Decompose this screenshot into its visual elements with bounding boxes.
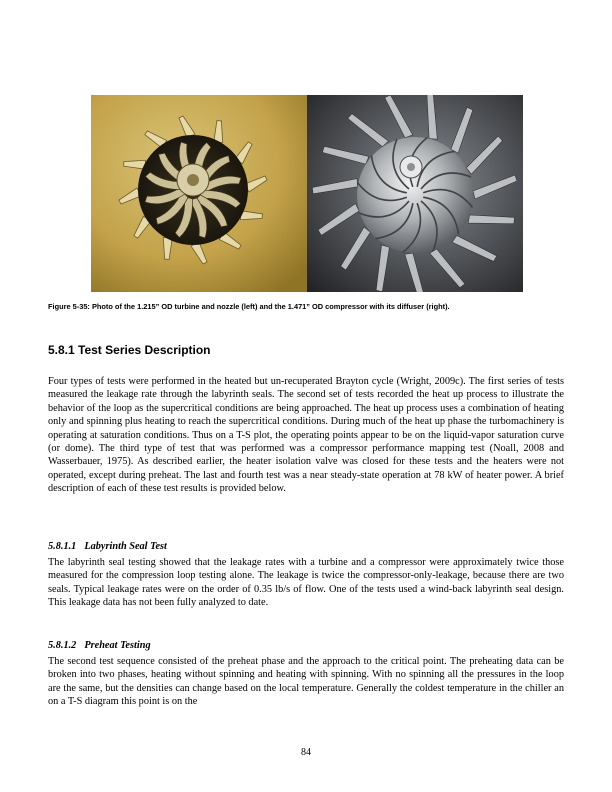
subsection-heading-preheat <box>48 640 151 651</box>
subsection-title: Labyrinth Seal Test <box>84 541 167 552</box>
preheat-paragraph: The second test sequence consisted of the preheat phase and the approach to the critical point. The preheating data can be broken into two phases, heating without spinning and heating with spinning. With no spinning all the pressures in the loop are the same, but the densities can change based on the local temperature. Generally the coldest temperature in the chiller an on a T-S diagram this point is on the <box>48 656 564 708</box>
subsection-title: Preheat Testing <box>84 640 151 651</box>
figure-caption: Figure 5-35: Photo of the 1.215” OD turbine and nozzle (left) and the 1.471” OD compressor with its diffuser (right). <box>48 302 450 311</box>
turbine-photo-image <box>91 95 307 292</box>
subsection-number: 5.8.1.1 <box>48 541 77 552</box>
labyrinth-paragraph: The labyrinth seal testing showed that the leakage rates with a turbine and a compressor were approximately twice those measured for the compression loop testing alone. The leakage is twice the compressor-only-leakage, because there are two seals. Typical leakage rates were on the order of 0.35 lb/s of flow. One of the tests used a wind-back labyrinth seal design. This leakage data has not been fully analyzed to date. <box>48 557 564 609</box>
intro-paragraph: Four types of tests were performed in the heated but un-recuperated Brayton cycle (Wright, 2009c). The first series of tests measured the leakage rate through the labyrinth seals. The second set of tests recorded the heat up process to illustrate the behavior of the loop as the supercritical conditions are being approached. The heat up process uses a combination of heating only and spinning plus heating to reach the supercritical conditions. During much of the heat up phase the turbomachinery is operating at saturation conditions. Thus on a T-S plot, the operating points appear to be on the liquid-vapor saturation curve (or dome). The third type of test that was performed was a compressor performance mapping test (Noall, 2008 and Wasserbauer, 1975). As described earlier, the heater isolation valve was closed for these tests and the heaters were not operated, except during preheat. The last and fourth test was a near steady-state operation at 78 kW of heater power. A brief description of each of these test results is provided below. <box>48 376 564 495</box>
subsection-heading-labyrinth <box>48 541 167 552</box>
page-number: 84 <box>301 747 311 758</box>
figure <box>91 95 523 292</box>
compressor-photo <box>307 95 523 292</box>
compressor-photo-image <box>307 95 523 292</box>
turbine-photo <box>91 95 307 292</box>
section-heading: 5.8.1 Test Series Description <box>48 343 211 357</box>
subsection-number: 5.8.1.2 <box>48 640 77 651</box>
